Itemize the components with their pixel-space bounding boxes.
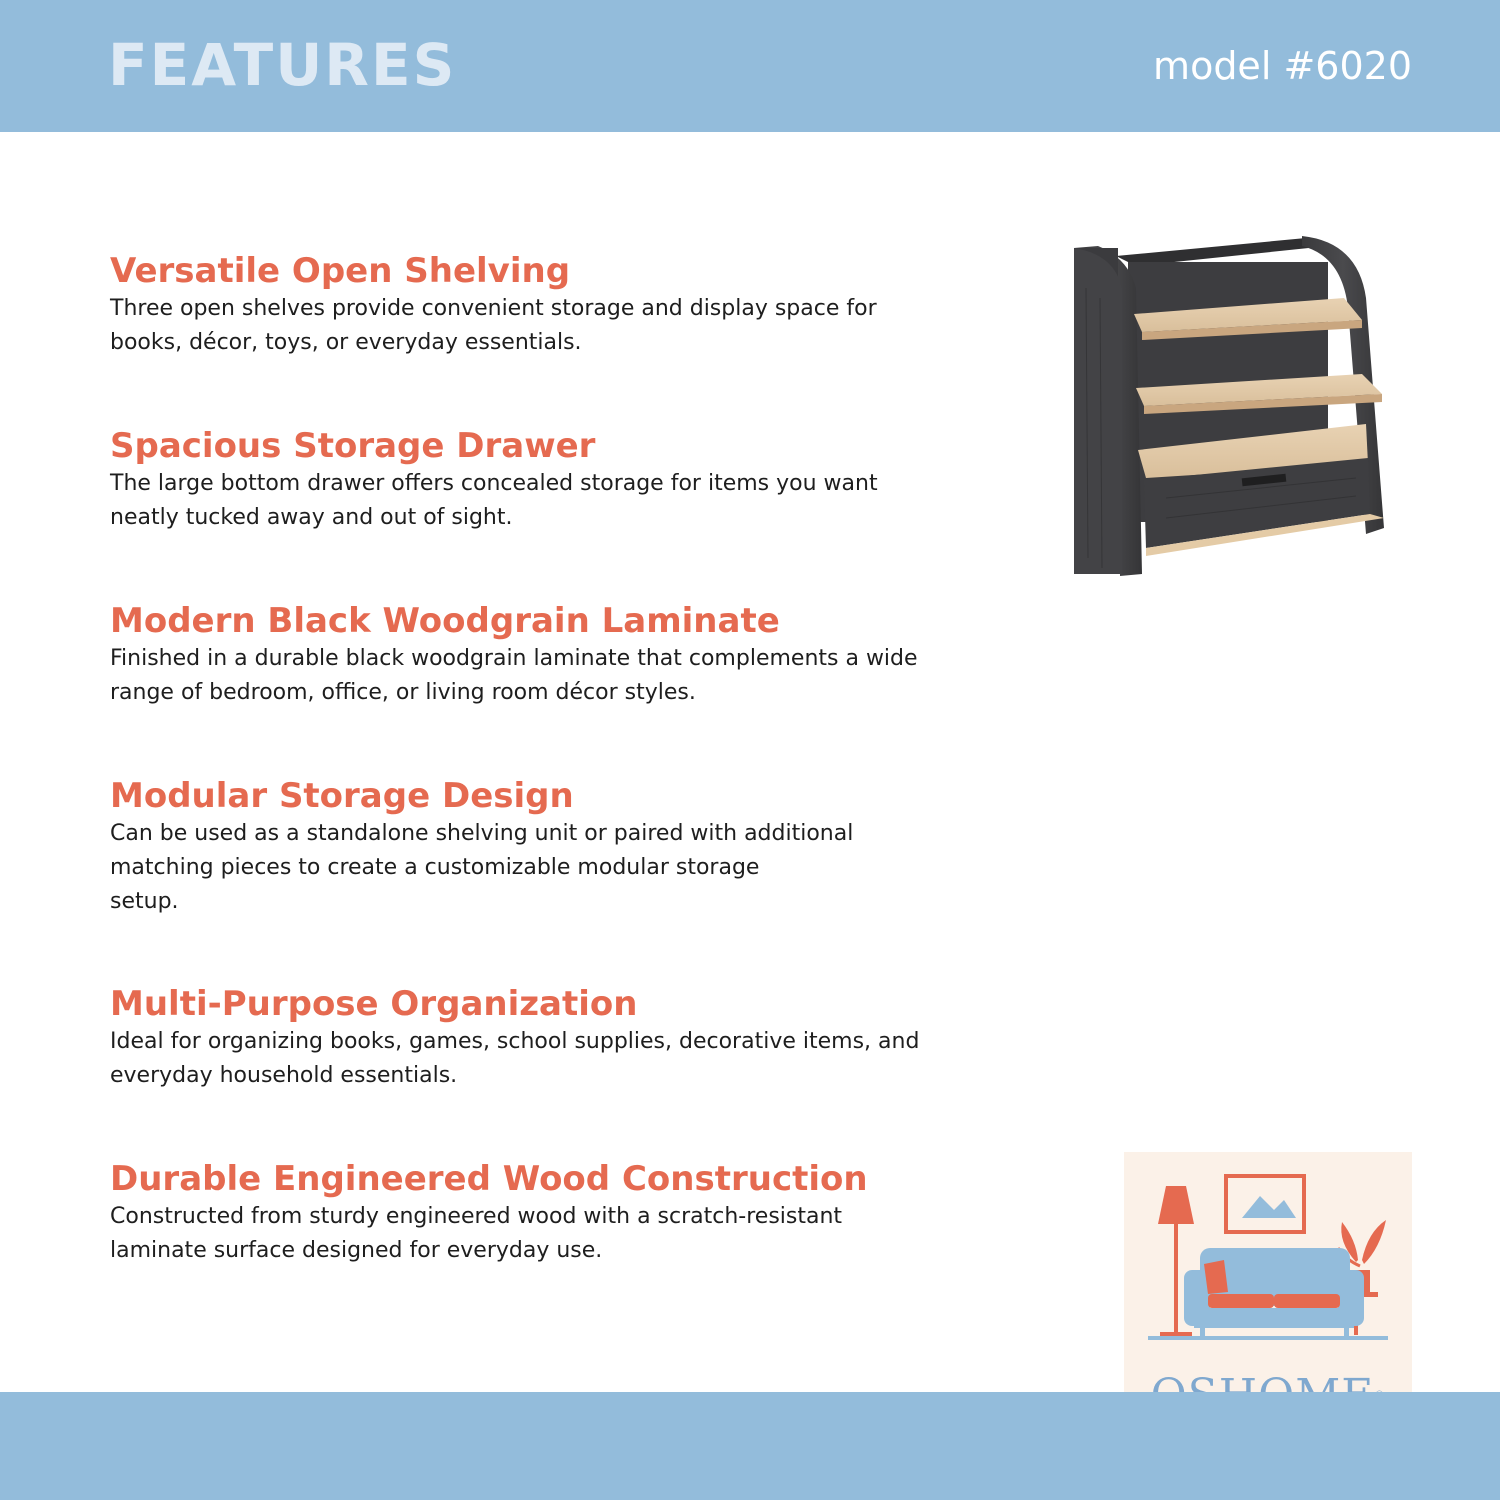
footer-band (0, 1392, 1500, 1500)
feature-description: Ideal for organizing books, games, school supplies, decorative items, and everyday household essentials. (110, 1029, 920, 1088)
feature-description: Three open shelves provide convenient storage and display space for books, décor, toys, or everyday essentials. (110, 296, 877, 355)
feature-title: Modern Black Woodgrain Laminate (110, 601, 780, 641)
feature-title: Multi-Purpose Organization (110, 984, 638, 1024)
feature-description: The large bottom drawer offers concealed storage for items you want neatly tucked away and out of sight. (110, 471, 878, 530)
feature-description: Can be used as a standalone shelving unit or paired with additional matching pieces to create a customizable modular storage setup. (110, 821, 854, 914)
feature-title: Modular Storage Design (110, 776, 574, 816)
feature-item (110, 600, 1010, 710)
feature-title: Spacious Storage Drawer (110, 426, 596, 466)
feature-title: Versatile Open Shelving (110, 251, 571, 291)
feature-item (110, 425, 1010, 535)
feature-description: Constructed from sturdy engineered wood with a scratch-resistant laminate surface designed for everyday use. (110, 1204, 843, 1263)
living-room-logo-icon (1124, 1152, 1412, 1370)
bookshelf-product-image (1066, 228, 1396, 584)
feature-title: Durable Engineered Wood Construction (110, 1159, 868, 1199)
feature-item (110, 983, 1010, 1093)
model-number: model #6020 (1153, 44, 1412, 88)
page-title: FEATURES (108, 31, 457, 99)
feature-item (110, 775, 1010, 919)
feature-item (110, 250, 1010, 360)
feature-description: Finished in a durable black woodgrain laminate that complements a wide range of bedroom, office, or living room décor styles. (110, 646, 918, 705)
header-band (0, 0, 1500, 132)
feature-item (110, 1158, 1010, 1268)
